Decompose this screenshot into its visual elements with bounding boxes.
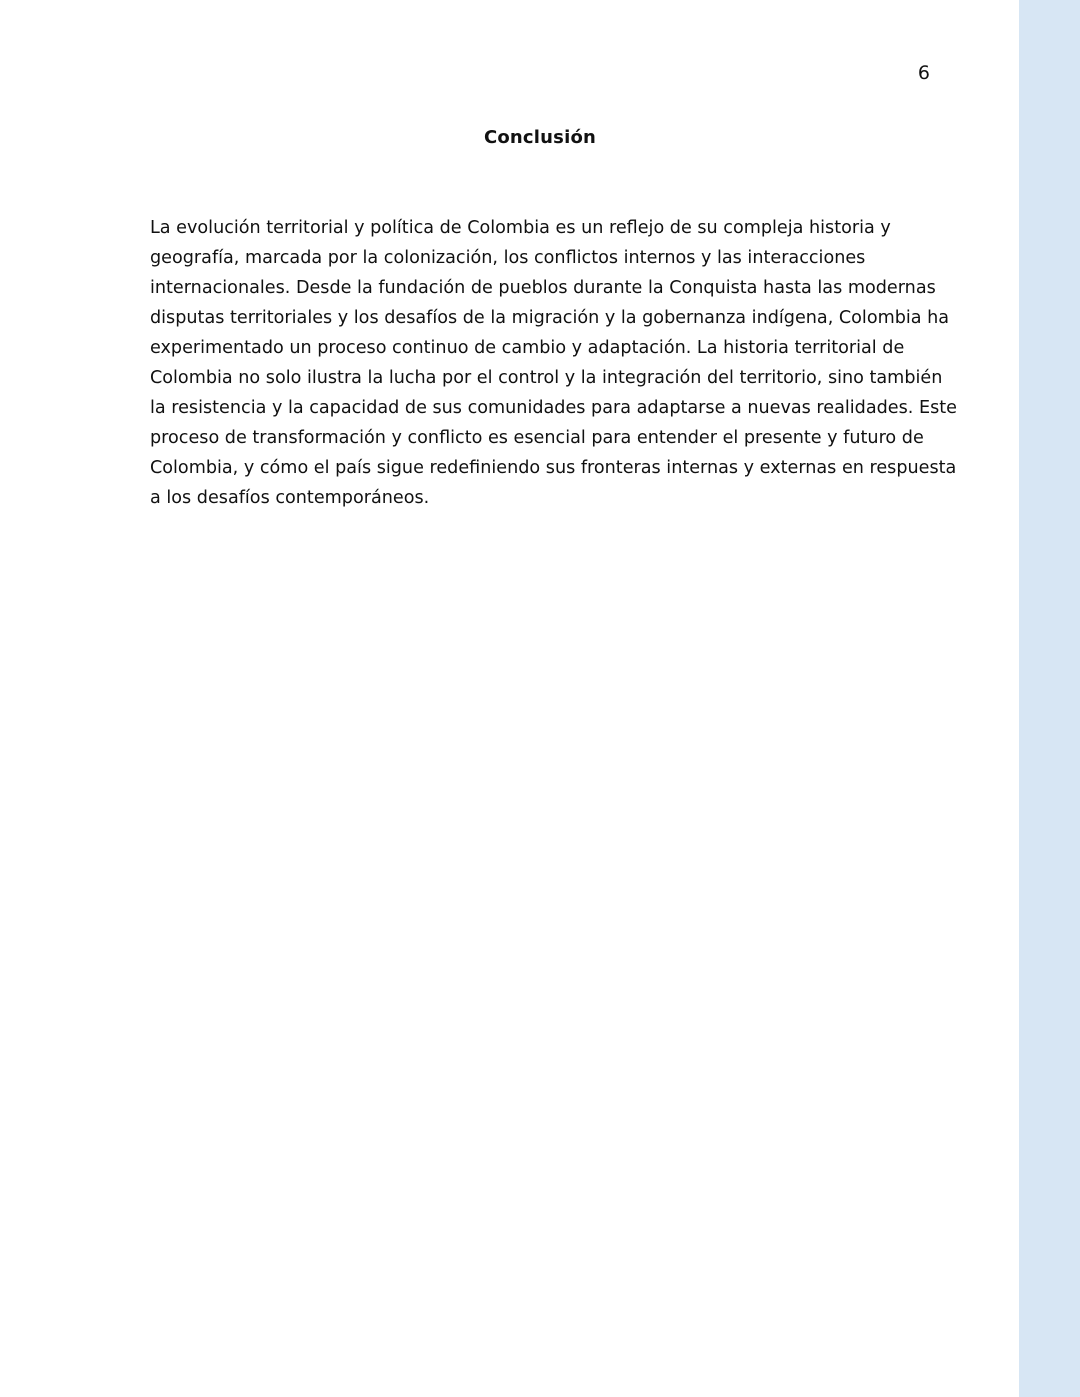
paragraph-line: Colombia no solo ilustra la lucha por el control y la integración del territorio, sino también <box>150 368 943 388</box>
paragraph-line: La evolución territorial y política de Colombia es un reflejo de su compleja historia y <box>150 218 891 238</box>
paragraph-line: a los desafíos contemporáneos. <box>150 488 430 508</box>
page-number: 6 <box>917 62 930 84</box>
paragraph-line: la resistencia y la capacidad de sus comunidades para adaptarse a nuevas realidades. Este <box>150 398 957 418</box>
paragraph-line: Colombia, y cómo el país sigue redefiniendo sus fronteras internas y externas en respuesta <box>150 458 957 478</box>
paragraph-line: geografía, marcada por la colonización, los conflictos internos y las interacciones <box>150 248 866 268</box>
paragraph-line: internacionales. Desde la fundación de pueblos durante la Conquista hasta las modernas <box>150 278 936 298</box>
paragraph-line: disputas territoriales y los desafíos de la migración y la gobernanza indígena, Colombia ha <box>150 308 950 328</box>
conclusion-paragraph <box>150 213 957 513</box>
paragraph-line: proceso de transformación y conflicto es esencial para entender el presente y futuro de <box>150 428 924 448</box>
paragraph-line: experimentado un proceso continuo de cambio y adaptación. La historia territorial de <box>150 338 905 358</box>
side-margin-band <box>1019 0 1080 1397</box>
section-title: Conclusión <box>483 127 597 148</box>
